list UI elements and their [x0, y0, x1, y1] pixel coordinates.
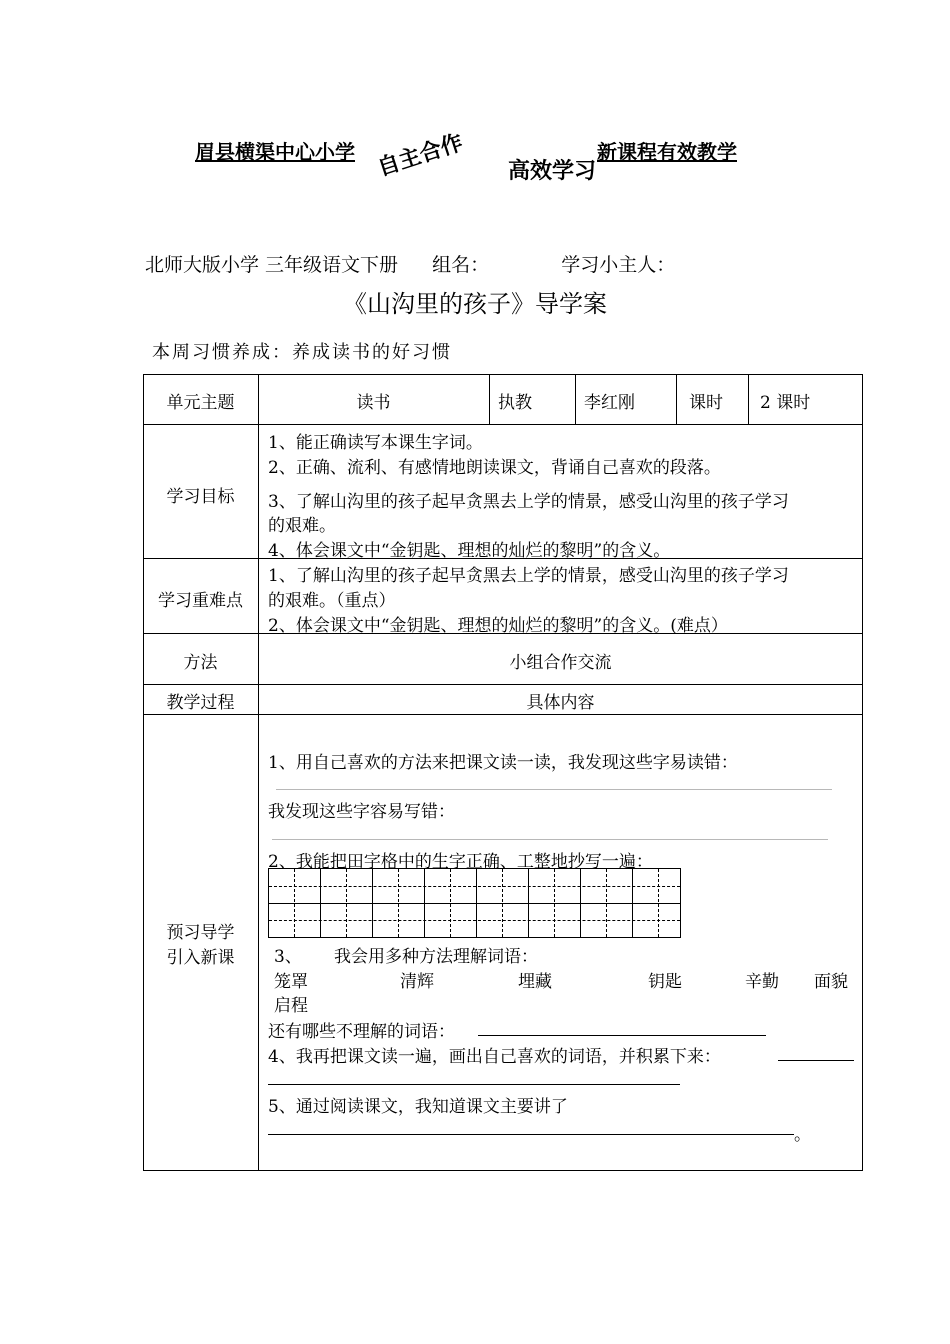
- goals-label: 学习目标: [166, 487, 235, 507]
- vocab-word: 埋藏: [518, 972, 552, 992]
- question-3-number: 3、: [274, 947, 302, 967]
- question-4: 4、我再把课文读一遍，画出自己喜欢的词语，并积累下来：: [268, 1047, 721, 1067]
- answer-line[interactable]: [778, 1060, 854, 1061]
- answer-line[interactable]: [268, 1084, 680, 1085]
- key-point-item: 的艰难。（重点）: [268, 591, 396, 611]
- group-label: 组名：: [432, 254, 490, 276]
- slogan-right: 高效学习: [508, 159, 597, 184]
- question-3b: 还有哪些不理解的词语：: [268, 1022, 455, 1042]
- preview-label-1: 预习导学: [166, 923, 235, 943]
- answer-line[interactable]: [478, 1035, 766, 1036]
- hours-value: 2 课时: [760, 393, 811, 413]
- goal-item: 4、体会课文中“金钥匙、理想的灿烂的黎明”的含义。: [268, 541, 671, 561]
- school-name: 眉县横渠中心小学: [195, 140, 355, 164]
- goal-item: 的艰难。: [268, 516, 336, 536]
- answer-line[interactable]: [268, 1134, 794, 1135]
- key-points-label: 学习重难点: [158, 591, 243, 611]
- preview-label-2: 引入新课: [166, 948, 235, 968]
- vocab-word: 面貌: [814, 972, 848, 992]
- textbook-label: 北师大版小学 三年级语文下册: [145, 254, 399, 276]
- method-label: 方法: [183, 653, 218, 673]
- process-value: 具体内容: [526, 693, 595, 713]
- info-line: [145, 250, 675, 277]
- key-point-item: 2、体会课文中“金钥匙、理想的灿烂的黎明”的含义。(难点）: [268, 616, 728, 636]
- page-title: 《山沟里的孩子》导学案: [343, 290, 607, 318]
- unit-theme-label: 单元主题: [166, 393, 235, 413]
- question-1b: 我发现这些字容易写错：: [268, 802, 455, 822]
- program-name: 新课程有效教学: [597, 140, 737, 164]
- teacher-label: 执教: [498, 393, 532, 413]
- question-5-end: 。: [794, 1125, 811, 1145]
- key-point-item: 1、了解山沟里的孩子起早贪黑去上学的情景，感受山沟里的孩子学习: [268, 566, 789, 586]
- vocab-word: 笼罩: [274, 972, 308, 992]
- vocab-word: 清辉: [400, 972, 434, 992]
- writing-grid[interactable]: [268, 868, 681, 938]
- goal-item: 1、能正确读写本课生字词。: [268, 433, 483, 453]
- vocab-word: 启程: [274, 996, 308, 1016]
- question-5: 5、通过阅读课文，我知道课文主要讲了: [268, 1097, 568, 1117]
- method-value: 小组合作交流: [509, 653, 612, 673]
- teacher-name: 李红刚: [584, 393, 635, 413]
- process-label: 教学过程: [166, 693, 235, 713]
- host-label: 学习小主人：: [561, 254, 676, 276]
- goal-item: 2、正确、流利、有感情地朗读课文，背诵自己喜欢的段落。: [268, 458, 721, 478]
- hours-label: 课时: [689, 393, 723, 413]
- vocab-word: 钥匙: [648, 972, 682, 992]
- question-1: 1、用自己喜欢的方法来把课文读一读，我发现这些字易读错：: [268, 753, 738, 773]
- vocab-word: 辛勤: [745, 972, 779, 992]
- slogan-left: 自主合作: [374, 130, 467, 182]
- goal-item: 3、了解山沟里的孩子起早贪黑去上学的情景，感受山沟里的孩子学习: [268, 492, 789, 512]
- question-2: 2、我能把田字格中的生字正确、工整地抄写一遍：: [268, 852, 653, 872]
- question-3: 我会用多种方法理解词语：: [334, 947, 538, 967]
- unit-theme-value: 读书: [356, 393, 391, 413]
- weekly-habit: 本周习惯养成：养成读书的好习惯: [152, 342, 452, 363]
